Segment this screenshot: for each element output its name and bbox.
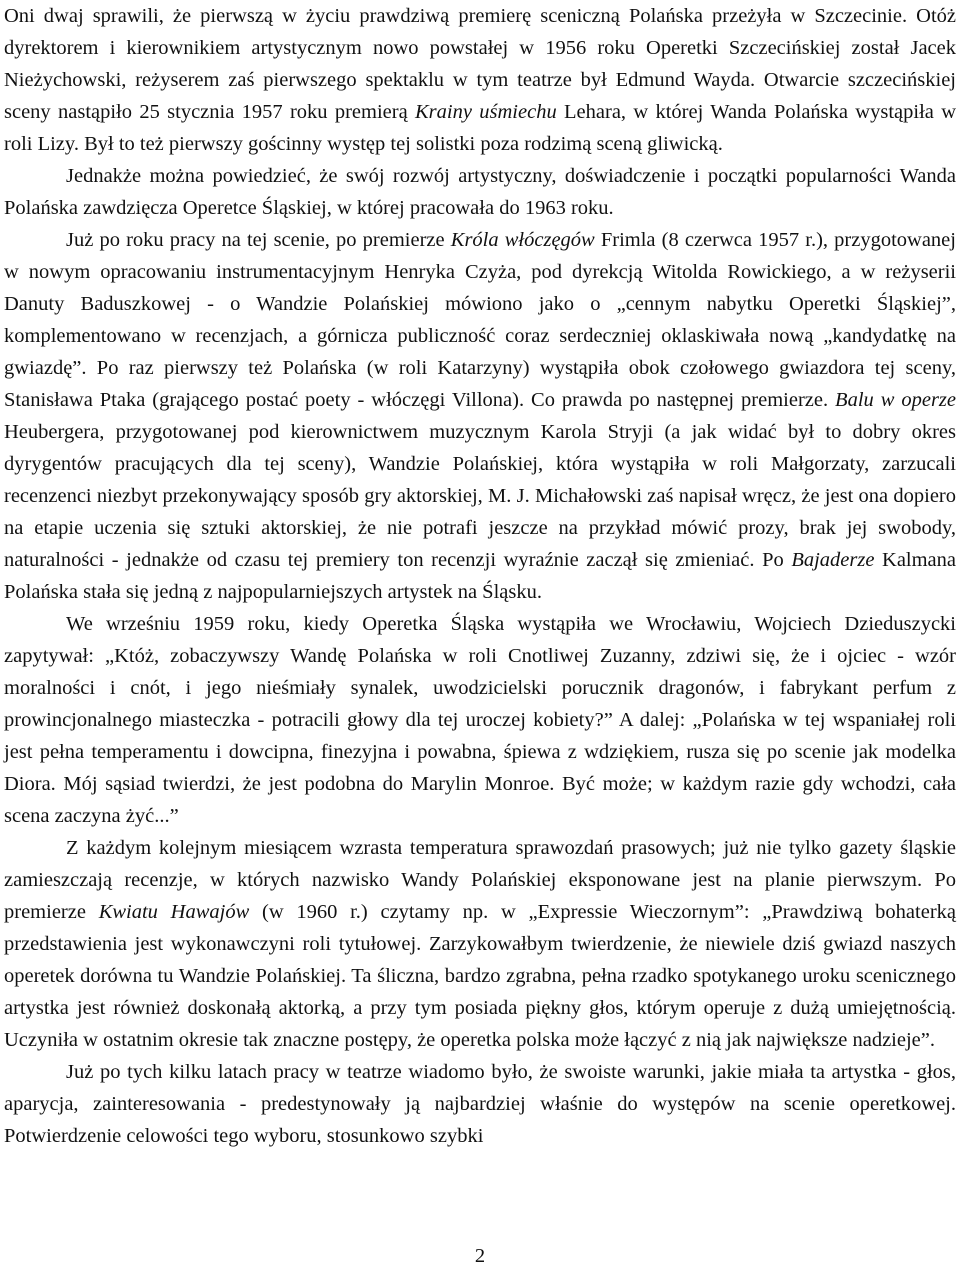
body-paragraph [4, 0, 956, 160]
italic-title: Krainy uśmiechu [415, 101, 557, 123]
text-run: Kalmana Polańska stała się jedną z najpopularniejszych artystek na Śląsku. [4, 549, 957, 603]
italic-title: Balu w operze [835, 389, 956, 411]
body-paragraph [4, 224, 956, 608]
text-run: (w 1960 r.) czytamy np. w „Expressie Wieczornym”: „Prawdziwą bohaterką przedstawienia jest wykonawczyni roli tytułowej. Zarzykowałbym twierdzenie, że niewiele dziś gwiazd naszych operetek dorówna tu Wandzie Polańskiej. Ta śliczna, bardzo zgrabna, pełna rzadko spotykanego uroku scenicznego artystka jest również doskonałą aktorką, a przy tym posiada piękny głos, którym operuje z dużą umiejętnością. Uczyniła w ostatnim okresie tak znaczne postępy, że operetka polska może łączyć z nią jak największe nadzieje”. [4, 901, 957, 1051]
body-paragraph [4, 608, 956, 832]
italic-title: Króla włóczęgów [450, 229, 595, 251]
text-run: Frimla (8 czerwca 1957 r.), przygotowanej w nowym opracowaniu instrumentacyjnym Henryka Czyża, pod dyrekcją Witolda Rowickiego, a w reżyserii Danuty Baduszkowej - o Wandzie Polańskiej mówiono jako o „cennym nabytku Operetki Śląskiej”, komplementowano w recenzjach, a górnicza publiczność coraz serdeczniej oklaskiwała nową „kandydatkę na gwiazdę”. Po raz pierwszy też Polańska (w roli Katarzyny) wystąpiła obok czołowego gwiazdora tej sceny, Stanisława Ptaka (grającego postać poety - włóczęgi Villona). Co prawda po następnej premierze. [4, 229, 956, 411]
text-run: Już po tych kilku latach pracy w teatrze wiadomo było, że swoiste warunki, jakie miała ta artystka - głos, aparycja, zainteresowania - predestynowały ją najbardziej właśnie do występów na scenie operetkowej. Potwierdzenie celowości tego wyboru, stosunkowo szybki [4, 1061, 956, 1147]
body-paragraph [4, 160, 956, 224]
italic-title: Kwiatu Hawajów [98, 901, 250, 923]
italic-title: Bajaderze [791, 549, 875, 571]
text-run: Lehara, w której Wanda Polańska wystąpiła w roli Lizy. Był to też pierwszy gościnny występ tej solistki poza rodzimą sceną gliwicką. [4, 101, 956, 155]
text-run: Heubergera, przygotowanej pod kierownictwem muzycznym Karola Stryji (a jak widać był to dobry okres dyrygentów pracujących dla tej sceny), Wandzie Polańskiej, która wystąpiła w roli Małgorzaty, zarzucali recenzenci niezbyt przekonywający sposób gry aktorskiej, M. J. Michałowski zaś napisał wręcz, że jest ona dopiero na etapie uczenia się sztuki aktorskiej, że nie potrafi jeszcze na przykład mówić prozy, brak jej swobody, naturalności - jednakże od czasu tej premiery ton recenzji wyraźnie zaczął się zmieniać. Po [4, 421, 956, 571]
page-number: 2 [474, 1245, 486, 1267]
text-run: We wrześniu 1959 roku, kiedy Operetka Śląska wystąpiła we Wrocławiu, Wojciech Dzieduszycki zapytywał: „Któż, zobaczywszy Wandę Polańska w roli Cnotliwej Zuzanny, zdziwi się, że i ojciec - wzór moralności i cnót, i jego nieśmiały synalek, uwodzicielski porucznik dragonów, i fabrykant perfum z prowincjonalnego miasteczka - potracili głowy dla tej uroczej kobiety?” A dalej: „Polańska w tej wspaniałej roli jest pełna temperamentu i dowcipna, finezyjna i powabna, śpiewa z wdziękiem, rusza się po scenie jak modelka Diora. Mój sąsiad twierdzi, że jest podobna do Marylin Monroe. Być może; w każdym razie gdy wchodzi, cała scena zaczyna żyć...” [4, 613, 956, 827]
body-paragraph [4, 1056, 956, 1152]
text-run: Oni dwaj sprawili, że pierwszą w życiu prawdziwą premierę sceniczną Polańska przeżyła w Szczecinie. Otóż dyrektorem i kierownikiem artystycznym nowo powstałej w 1956 roku Operetki Szczecińskiej został Jacek Nieżychowski, reżyserem zaś pierwszego spektaklu w tym teatrze był Edmund Wayda. Otwarcie szczecińskiej sceny nastąpiło 25 stycznia 1957 roku premierą [4, 5, 956, 123]
body-paragraph [4, 832, 956, 1056]
text-run: Z każdym kolejnym miesiącem wzrasta temperatura sprawozdań prasowych; już nie tylko gazety śląskie zamieszczają recenzje, w których nazwisko Wandy Polańskiej eksponowane jest na planie pierwszym. Po premierze [4, 837, 956, 923]
text-run: Jednakże można powiedzieć, że swój rozwój artystyczny, doświadczenie i początki popularności Wanda Polańska zawdzięcza Operetce Śląskiej, w której pracowała do 1963 roku. [4, 165, 956, 219]
text-run: Już po roku pracy na tej scenie, po premierze [66, 229, 451, 251]
document-page [4, 0, 956, 1273]
